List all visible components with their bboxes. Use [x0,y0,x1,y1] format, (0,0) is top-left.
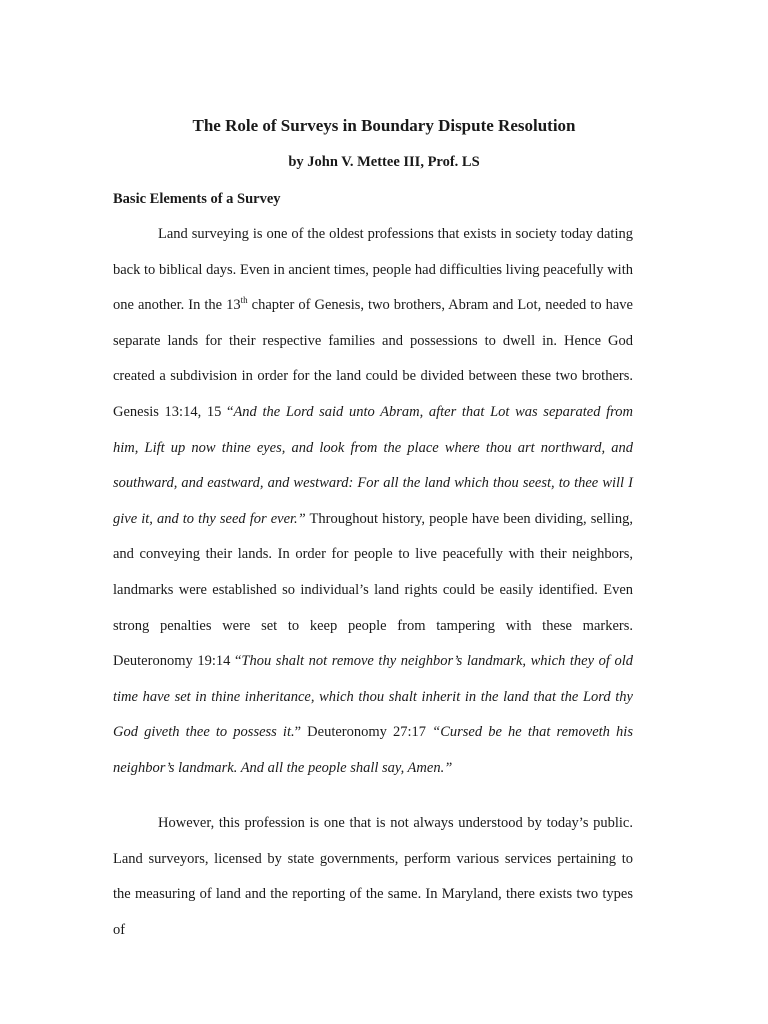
paragraph-text: ” Deuteronomy 27:17 [294,724,433,741]
superscript-ordinal: th [240,295,248,306]
scripture-quote: “Cursed be he that removeth his neighbor’s landmark. And all the people shall say, Amen.” [113,724,633,776]
scripture-quote: And the Lord said unto Abram, after that Lot was separated from him, Lift up now thine eyes, and look from the place where thou art northward, and southward, and eastward, and westward: For all the land which thou seest, to thee will I give it, and to thy seed for ever.” [113,403,634,527]
paragraph-text: chapter of Genesis, two brothers, Abram and Lot, needed to have separate lands for their respective families and possessions to dwell in. Hence God created a subdivision in order for the land could be divided between these two brothers. Genesis 13:14, 15 “ [113,297,633,420]
scripture-quote: Thou shalt not remove thy neighbor’s landmark, which they of old time have set in thine inheritance, which thou shalt inherit in the land that the Lord thy God giveth thee to possess it. [113,653,633,741]
section-heading: Basic Elements of a Survey [113,191,281,207]
paragraph-text: However, this profession is one that is not always understood by today’s public. Land surveyors, licensed by state governments, perform various services pertaining to the measuring of land and the reporting of the same. In Maryland, there exists two types of [113,815,633,938]
paragraph-text: Throughout history, people have been dividing, selling, and conveying their lands. In order for people to live peacefully with their neighbors, landmarks were established so individual’s land rights could be easily identified. Even strong penalties were set to keep people from tampering with these markers. Deuteronomy 19:14 “ [113,510,634,670]
paragraph-text: Land surveying is one of the oldest professions that exists in society today dating back to biblical days. Even in ancient times, people had difficulties living peacefully with one another. In the 13 [113,226,633,314]
body-paragraph [113,806,633,948]
author-byline: by John V. Mettee III, Prof. LS [288,154,480,170]
body-paragraph [113,217,633,787]
document-title: The Role of Surveys in Boundary Dispute Resolution [192,116,576,135]
